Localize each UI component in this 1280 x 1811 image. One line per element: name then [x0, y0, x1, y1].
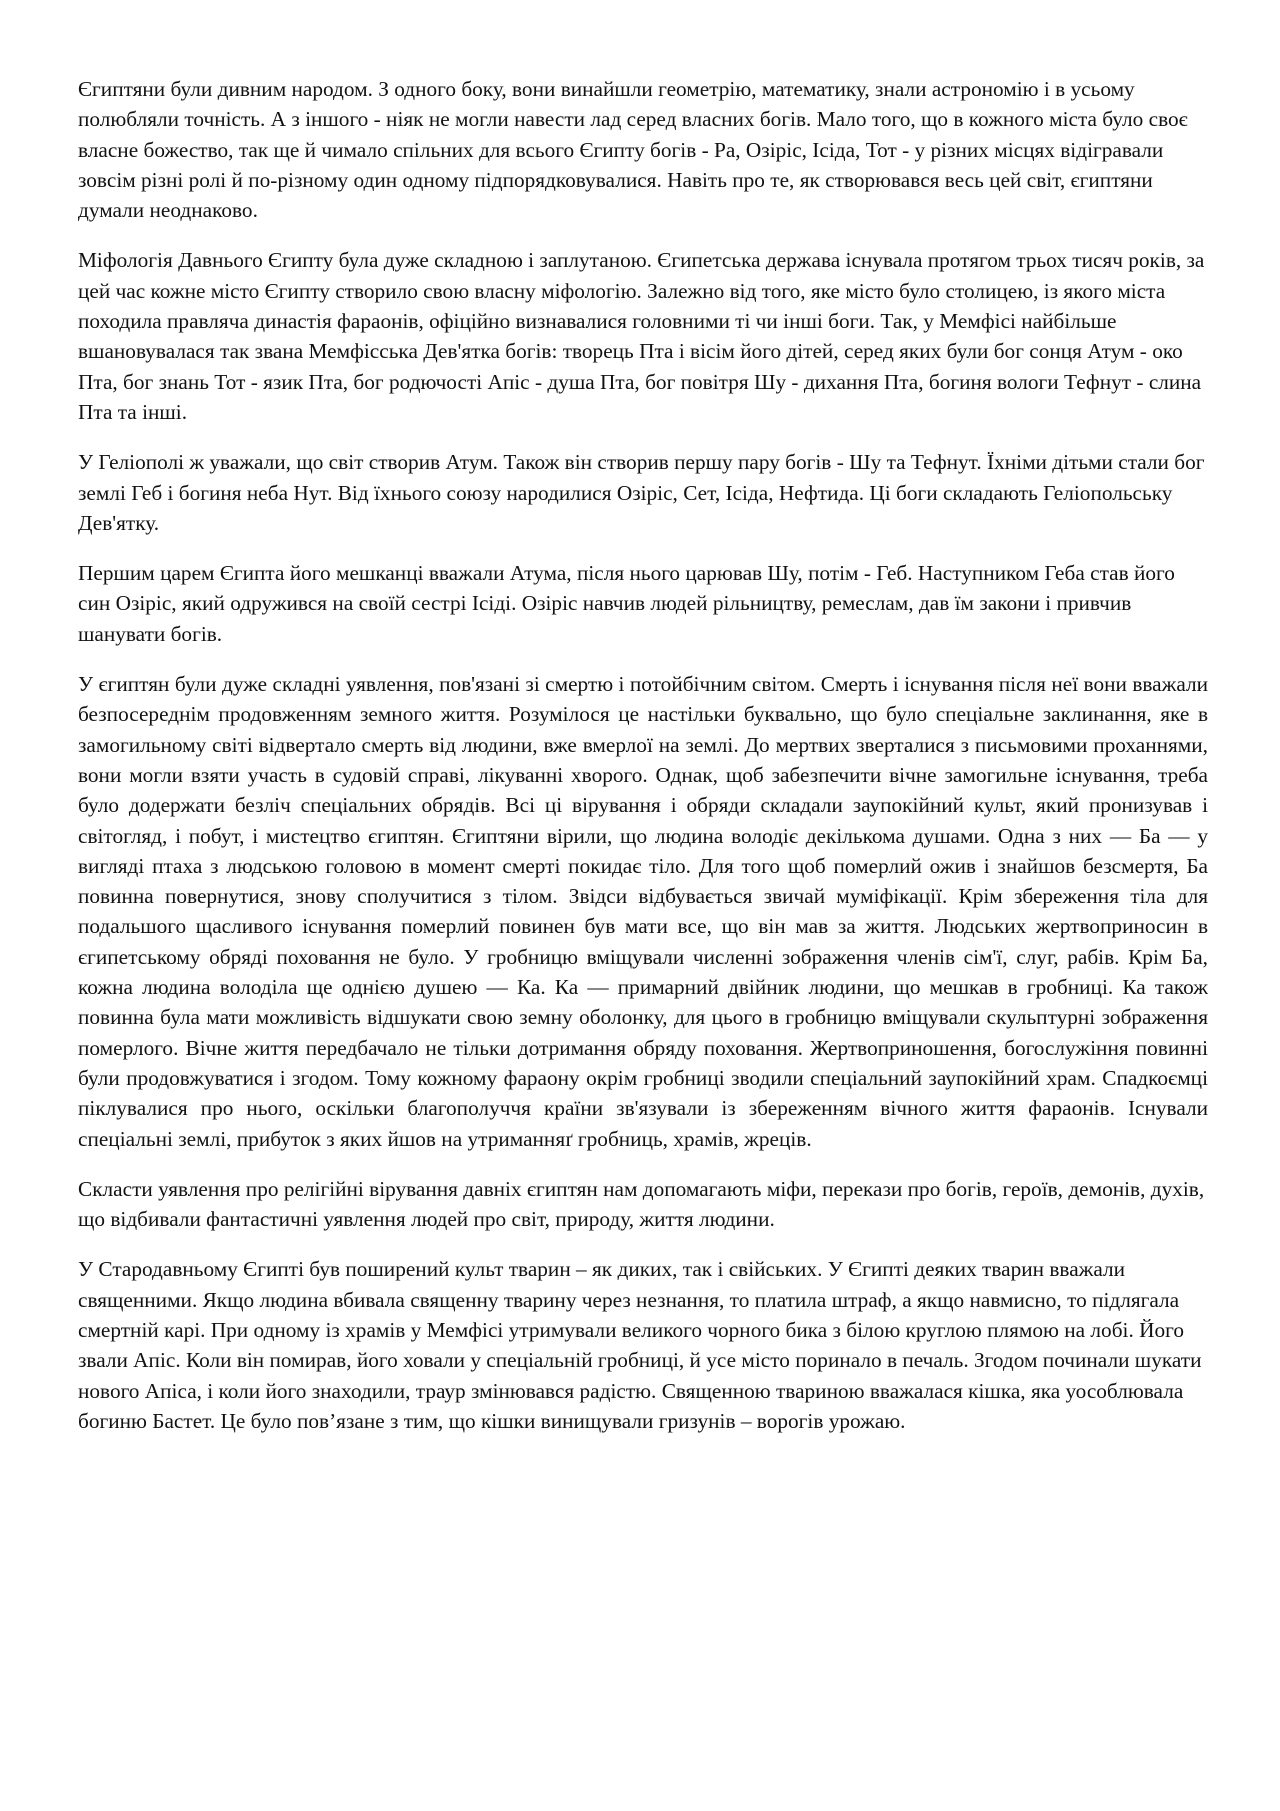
document-page: [78, 74, 1208, 1456]
paragraph-heliopolis: У Геліополі ж уважали, що світ створив Атум. Також він створив першу пару богів - Шу та Тефнут. Їхніми дітьми стали бог землі Геб і богиня неба Нут. Від їхнього союзу народилися Озіріс, Сет, Ісіда, Нефтида. Ці боги складають Геліопольську Дев'ятку.: [78, 450, 1205, 535]
paragraph-mythology-memphis: Міфологія Давнього Єгипту була дуже складною і заплутаною. Єгипетська держава існувала протягом трьох тисяч років, за цей час кожне місто Єгипту створило свою власну міфологію. Залежно від того, яке місто було столицею, із якого міста походила правляча династія фараонів, офіційно визнавалися головними ті чи інші боги. Так, у Мемфісі найбільше вшановувалася так звана Мемфісська Дев'ятка богів: творець Пта і вісім його дітей, серед яких були бог сонця Атум - око Пта, бог знань Тот - язик Пта, бог родючості Апіс - душа Пта, бог повітря Шу - дихання Пта, богиня вологи Тефнут - слина Пта та інші.: [78, 248, 1205, 424]
paragraph-first-kings: Першим царем Єгипта його мешканці вважали Атума, після нього царював Шу, потім - Геб. Наступником Геба став його син Озіріс, який одружився на своїй сестрі Ісіді. Озіріс навчив людей рільництву, ремеслам, дав їм закони і привчив шанувати богів.: [78, 561, 1175, 646]
paragraph-afterlife: У єгиптян були дуже складні уявлення, пов'язані зі смертю і потойбічним світом. Смерть і існування після неї вони вважали безпосереднім продовженням земного життя. Розумілося це настільки буквально, що було спеціальне заклинання, яке в замогильному світі відвертало смерть від людини, вже вмерлої на землі. До мертвих зверталися з письмовими проханнями, вони могли взяти участь в судовій справі, лікуванні хворого. Однак, щоб забезпечити вічне замогильне існування, треба було додержати безліч спеціальних обрядів. Всі ці вірування і обряди складали заупокійний культ, який пронизував і світогляд, і побут, і мистецтво єгиптян. Єгиптяни вірили, що людина володіє декількома душами. Одна з них — Ба — у вигляді птаха з людською головою в момент смерті покидає тіло. Для того щоб померлий ожив і знайшов безсмертя, Ба повинна повернутися, знову сполучитися з тілом. Звідси відбувається звичай муміфікації. Крім збереження тіла для подальшого щасливого існування померлий повинен був мати все, що він мав за життя. Людських жертвоприносин в єгипетському обряді поховання не було. У гробницю вміщували численні зображення членів сім'ї, слуг, рабів. Крім Ба, кожна людина володіла ще однією душею — Ка. Ка — примарний двійник людини, що мешкав в гробниці. Ка також повинна була мати можливість відшукати свою земну оболонку, для цього в гробницю вміщували скульптурні зображення померлого. Вічне життя передбачало не тільки дотримання обряду поховання. Жертвоприношення, богослужіння повинні були продовжуватися і згодом. Тому кожному фараону окрім гробниці зводили спеціальний заупокійний храм. Спадкоємці піклувалися про нього, оскільки благополуччя країни зв'язували із збереженням вічного життя фараонів. Існували спеціальні землі, прибуток з яких йшов на утриманняґ гробниць, храмів, жреців.: [78, 672, 1208, 1151]
paragraph-myths: Скласти уявлення про релігійні вірування давніх єгиптян нам допомагають міфи, перекази про богів, героїв, демонів, духів, що відбивали фантастичні уявлення людей про світ, природу, життя людини.: [78, 1176, 1205, 1232]
paragraph-animal-cult: У Стародавньому Єгипті був поширений культ тварин – як диких, так і свійських. У Єгипті деяких тварин вважали священними. Якщо людина вбивала священну тварину через незнання, то платила штраф, а якщо навмисно, то підлягала смертній карі. При одному із храмів у Мемфісі утримували великого чорного бика з білою круглою плямою на лобі. Його звали Апіс. Коли він помирав, його ховали у спеціальній гробниці, й усе місто поринало в печаль. Згодом починали шукати нового Апіса, і коли його знаходили, траур змінювався радістю. Священною твариною вважалася кішка, яка уособлювала богиню Бастет. Це було пов’язане з тим, що кішки винищували гризунів – ворогів урожаю.: [78, 1257, 1202, 1433]
paragraph-egyptians-intro: Єгиптяни були дивним народом. З одного боку, вони винайшли геометрію, математику, знали астрономію і в усьому полюбляли точність. А з іншого - ніяк не могли навести лад серед власних богів. Мало того, що в кожного міста було своє власне божество, так ще й чимало спільних для всього Єгипту богів - Ра, Озіріс, Ісіда, Тот - у різних місцях відігравали зовсім різні ролі й по-різному один одному підпорядковувалися. Навіть про те, як створювався весь цей світ, єгиптяни думали неоднаково.: [78, 77, 1188, 223]
